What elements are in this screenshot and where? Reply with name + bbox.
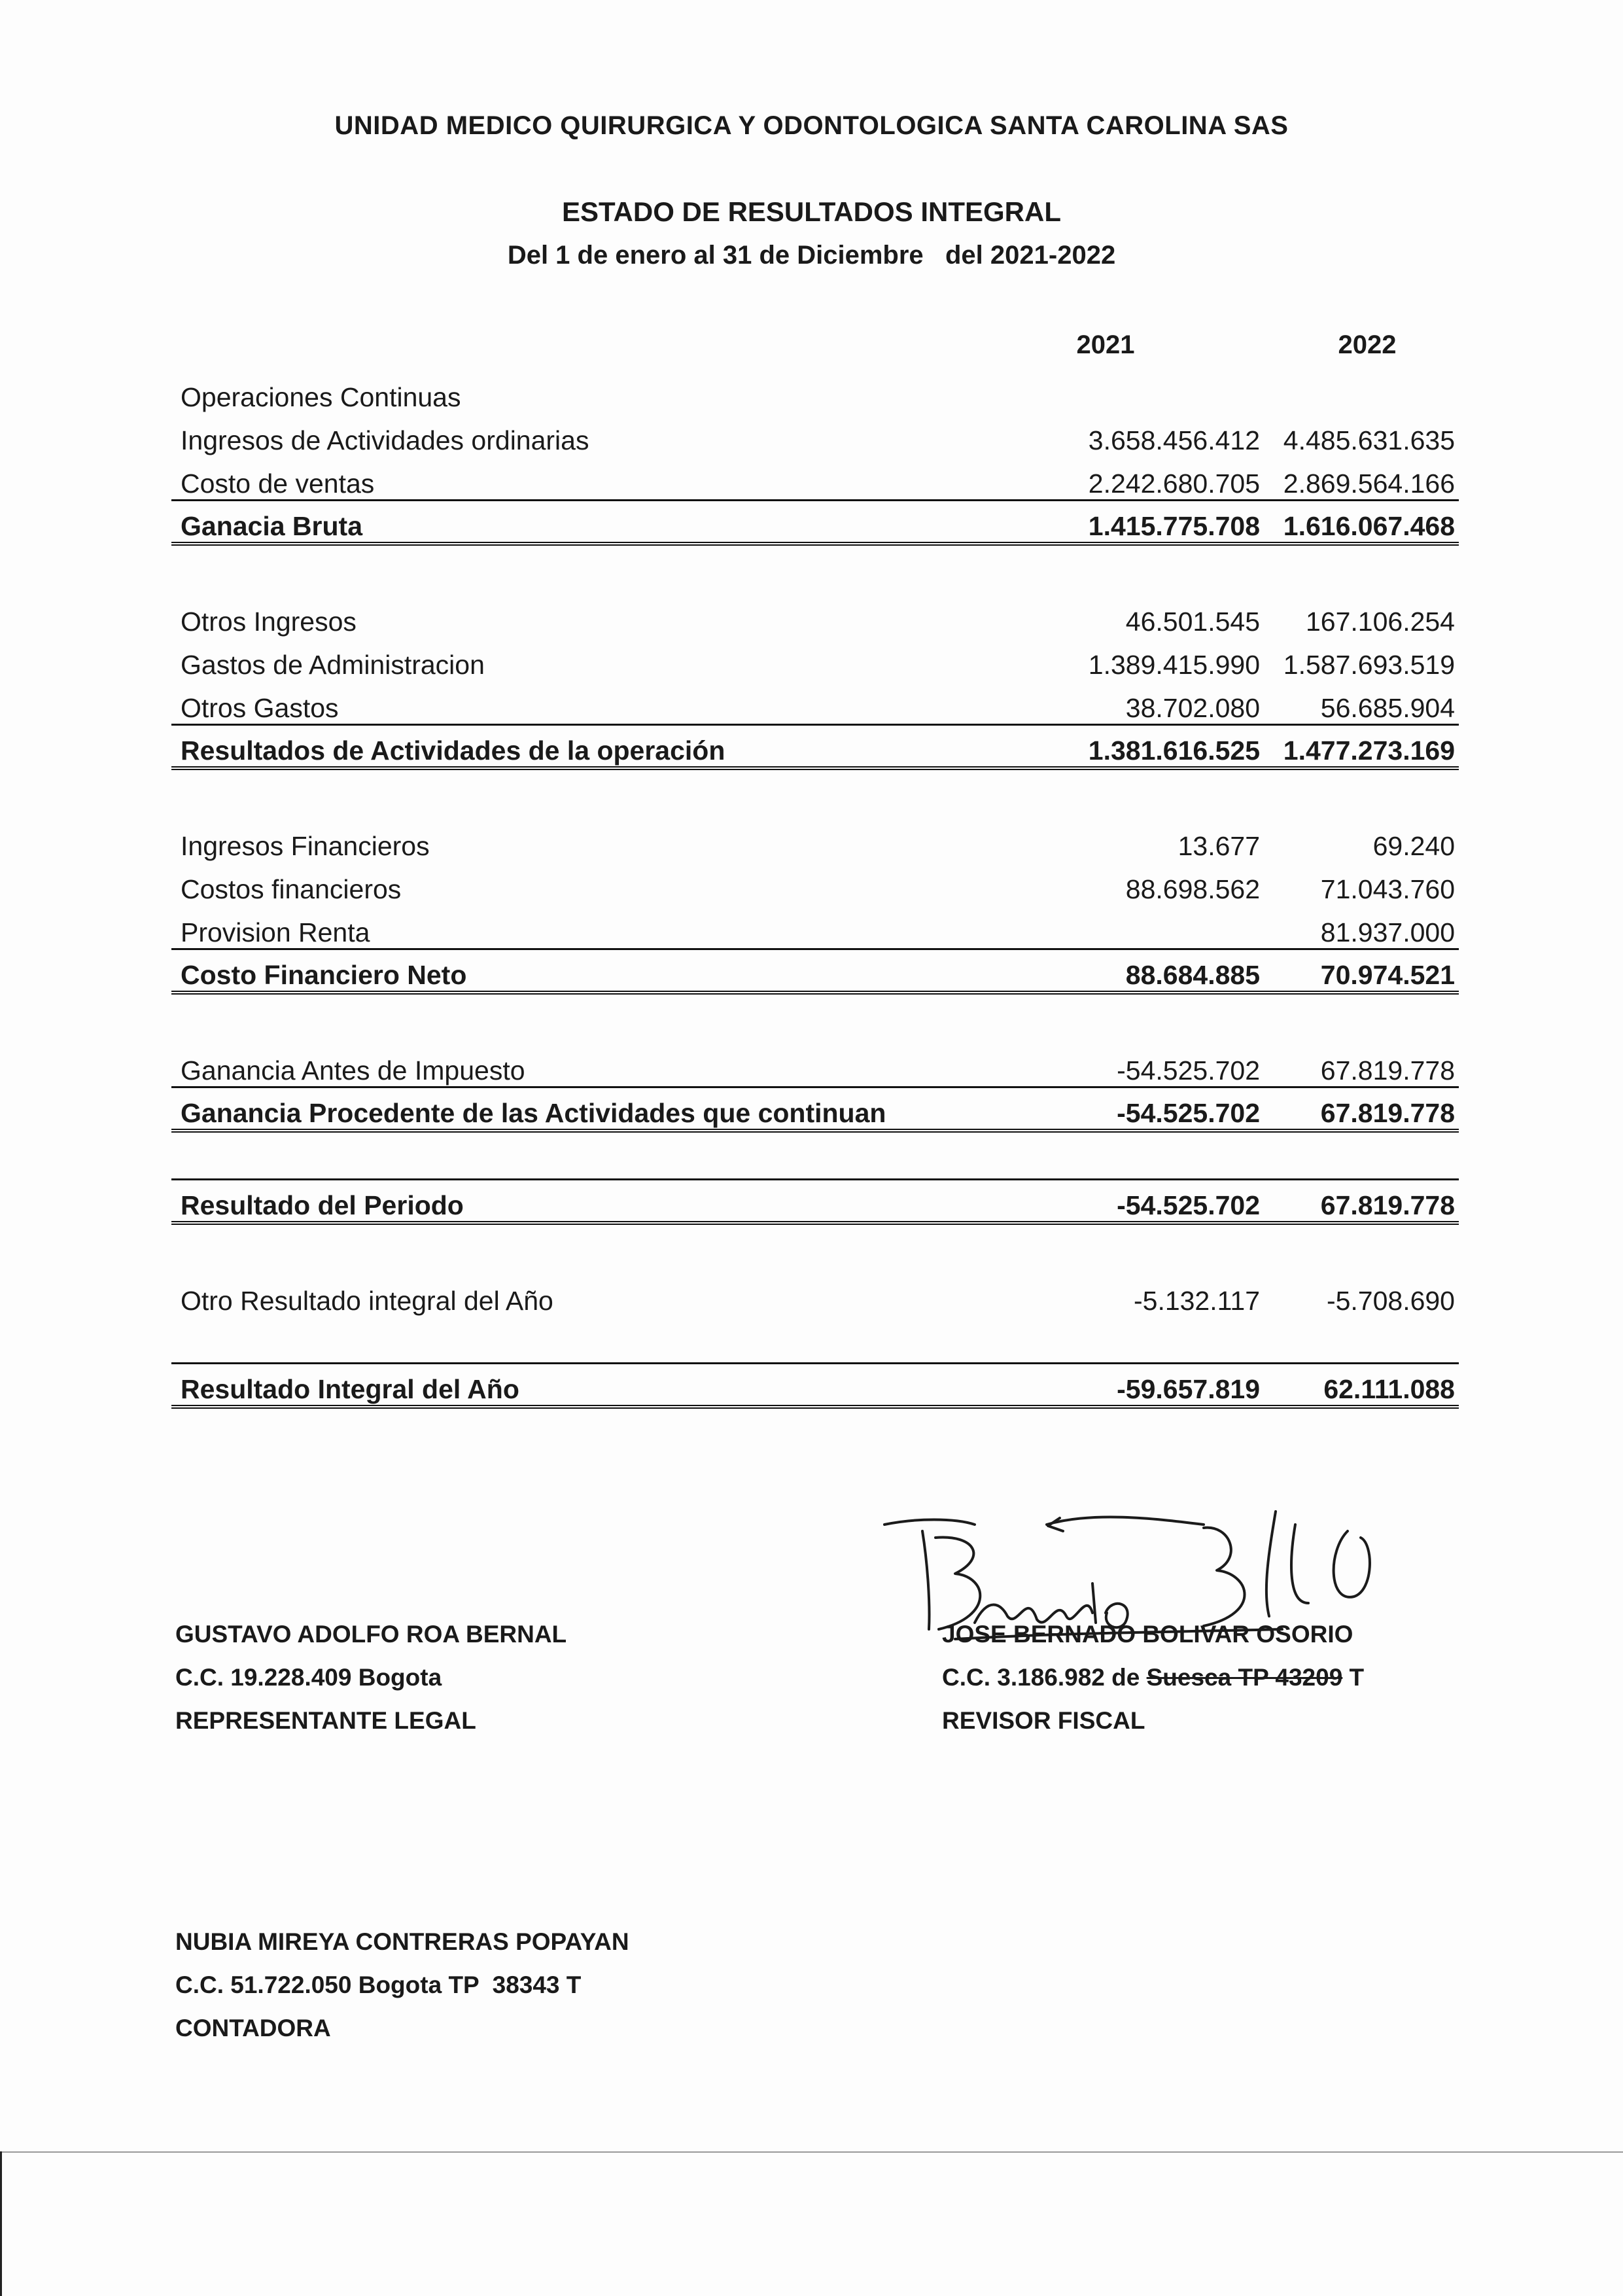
signer-id-suffix: T <box>1342 1664 1365 1691</box>
table-row <box>171 1273 1459 1316</box>
row-label: Otro Resultado integral del Año <box>181 1286 553 1316</box>
column-header-2021: 2021 <box>1076 330 1135 359</box>
table-row <box>171 370 1459 413</box>
company-name: UNIDAD MEDICO QUIRURGICA Y ODONTOLOGICA SANTA CAROLINA SAS <box>334 111 1289 140</box>
signer-id <box>942 1656 1364 1699</box>
column-header-2022: 2022 <box>1338 330 1397 359</box>
row-label: Ganancia Antes de Impuesto <box>181 1055 525 1086</box>
signer-name: GUSTAVO ADOLFO ROA BERNAL <box>175 1621 567 1648</box>
total-row <box>171 725 1459 769</box>
row-label: Otros Ingresos <box>181 607 357 637</box>
value-2021: -59.657.819 <box>1064 1364 1278 1407</box>
row-label: Operaciones Continuas <box>181 382 461 412</box>
value-2021: 88.684.885 <box>1064 949 1278 993</box>
income-statement-table <box>171 370 1459 1409</box>
value-2022: 81.937.000 <box>1320 917 1455 947</box>
signer-role: REVISOR FISCAL <box>942 1707 1145 1734</box>
row-label: Otros Gastos <box>181 693 339 723</box>
signer-id-struck-text: Suesca TP 43209 <box>1146 1664 1343 1691</box>
signature-block-legal-representative <box>175 1613 567 1742</box>
row-label: Resultados de Actividades de la operación <box>171 725 1064 769</box>
value-2022: 1.587.693.519 <box>1283 650 1455 680</box>
signature-block-fiscal-auditor <box>942 1613 1364 1742</box>
value-2022: 67.819.778 <box>1320 1055 1455 1086</box>
value-2021: -54.525.702 <box>1064 1087 1278 1131</box>
signer-name: JOSE BERNADO BOLIVAR OSORIO <box>942 1621 1353 1648</box>
value-2021: -5.132.117 <box>1133 1286 1260 1316</box>
value-2021: 2.242.680.705 <box>1088 468 1260 499</box>
row-label: Costo Financiero Neto <box>171 949 1064 993</box>
statement-period: Del 1 de enero al 31 de Diciembre del 2021-2022 <box>507 241 1116 270</box>
value-2022: 56.685.904 <box>1320 693 1455 723</box>
value-2022: 69.240 <box>1372 831 1455 861</box>
row-label: Gastos de Administracion <box>181 650 485 680</box>
spacer-row <box>171 1223 1459 1273</box>
value-2021: 3.658.456.412 <box>1088 425 1260 455</box>
table-row <box>171 637 1459 680</box>
value-2021 <box>1064 370 1278 413</box>
total-row <box>171 1087 1459 1131</box>
row-label: Resultado del Periodo <box>171 1180 1064 1224</box>
row-label: Ganancia Procedente de las Actividades que continuan <box>171 1087 1064 1131</box>
value-2021: -54.525.702 <box>1117 1055 1260 1086</box>
value-2021: 1.381.616.525 <box>1064 725 1278 769</box>
value-2021: 13.677 <box>1178 831 1260 861</box>
value-2021: 88.698.562 <box>1125 874 1260 904</box>
row-label: Ingresos de Actividades ordinarias <box>181 425 589 455</box>
row-label: Resultado Integral del Año <box>171 1364 1064 1407</box>
table-row <box>171 413 1459 456</box>
row-label: Costos financieros <box>181 874 402 904</box>
spacer-row <box>171 993 1459 1043</box>
spacer-row <box>171 1316 1459 1364</box>
value-2021: -54.525.702 <box>1064 1180 1278 1224</box>
statement-title: ESTADO DE RESULTADOS INTEGRAL <box>561 196 1061 227</box>
table-row <box>171 905 1459 949</box>
signer-id: C.C. 51.722.050 Bogota TP 38343 T <box>175 1971 582 1998</box>
value-2022: 2.869.564.166 <box>1283 468 1455 499</box>
spacer-row <box>171 768 1459 819</box>
row-label: Provision Renta <box>181 917 370 947</box>
value-2022: 67.819.778 <box>1278 1180 1459 1224</box>
total-row <box>171 1364 1459 1407</box>
value-2022: 71.043.760 <box>1320 874 1455 904</box>
value-2021 <box>1064 905 1278 949</box>
signer-name: NUBIA MIREYA CONTRERAS POPAYAN <box>175 1928 629 1955</box>
value-2022: 1.477.273.169 <box>1278 725 1459 769</box>
total-row <box>171 1180 1459 1224</box>
value-2021: 46.501.545 <box>1125 607 1260 637</box>
table-row <box>171 680 1459 725</box>
signer-role: CONTADORA <box>175 2015 331 2041</box>
spacer-row <box>171 1131 1459 1180</box>
row-label: Ingresos Financieros <box>181 831 430 861</box>
value-2022: 62.111.088 <box>1278 1364 1459 1407</box>
signer-id-prefix: C.C. 3.186.982 de <box>942 1664 1147 1691</box>
table-row <box>171 819 1459 862</box>
value-2022: -5.708.690 <box>1326 1286 1455 1316</box>
signature-block-accountant <box>175 1920 629 2050</box>
row-label: Ganacia Bruta <box>171 501 1064 544</box>
value-2021: 1.415.775.708 <box>1064 501 1278 544</box>
value-2021: 1.389.415.990 <box>1088 650 1260 680</box>
value-2021: 38.702.080 <box>1125 693 1260 723</box>
value-2022: 4.485.631.635 <box>1283 425 1455 455</box>
signer-id: C.C. 19.228.409 Bogota <box>175 1664 442 1691</box>
value-2022 <box>1278 370 1459 413</box>
row-label: Costo de ventas <box>181 468 375 499</box>
spacer-row <box>171 544 1459 594</box>
value-2022: 70.974.521 <box>1278 949 1459 993</box>
table-row <box>171 1043 1459 1087</box>
value-2022: 167.106.254 <box>1305 607 1455 637</box>
value-2022: 1.616.067.468 <box>1278 501 1459 544</box>
table-row <box>171 456 1459 501</box>
scan-border-line <box>0 2151 1623 2153</box>
scan-edge-line <box>0 2151 2 2296</box>
total-row <box>171 501 1459 544</box>
table-row <box>171 594 1459 637</box>
signer-role: REPRESENTANTE LEGAL <box>175 1707 476 1734</box>
value-2022: 67.819.778 <box>1278 1087 1459 1131</box>
total-row <box>171 949 1459 993</box>
table-row <box>171 862 1459 905</box>
